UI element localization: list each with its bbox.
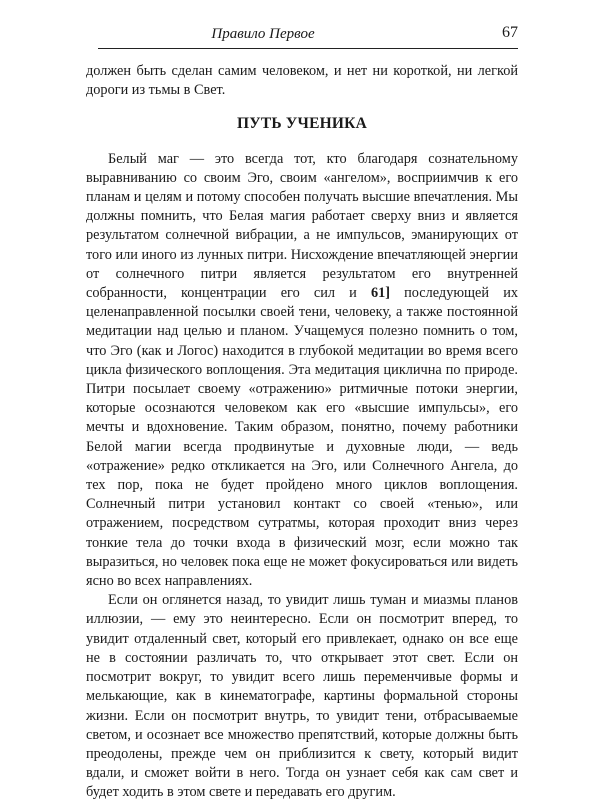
paragraph-2: Если он оглянется назад, то увидит лишь туман и миазмы планов иллюзии, — ему это неинтересно. Если он посмотрит вперед, то увидит отдаленный свет, который его привлекает, однако он все еще не в состоянии различать то, что открывает этот свет. Если он посмотрит вокруг, то увидит всего лишь переменчивые формы и мелькающие, как в кинематографе, картины формальной стороны жизни. Если он посмотрит внутрь, то увидит тени, отбрасываемые светом, и осознает все множество препятствий, которые должны быть преодолены, прежде чем он приблизится к свету, который видит вдали, и сможет войти в него. Тогда он узнает себя как сам свет и будет ходить в этом свете и передавать его другим. — [86, 592, 518, 801]
section-heading: ПУТЬ УЧЕНИКА — [237, 115, 367, 133]
page-body — [86, 62, 518, 803]
intro-paragraph: должен быть сделан самим человеком, и нет ни короткой, ни легкой дороги из тьмы в Свет. — [86, 63, 518, 99]
page-number: 67 — [502, 24, 518, 41]
paragraph-1 — [86, 150, 518, 592]
running-title: Правило Первое — [211, 26, 315, 42]
paragraph-1-text-start: Белый маг — это всегда тот, кто благодаря сознательному выравниванию со своим Эго, своим «ангелом», восприимчив к его планам и целям и потому способен получать высшие впечатления. Мы должны помнить, что Белая магия работает сверху вниз и является результатом солнечной вибрации, а не импульсов, эманирующих от того или иного из лунных питри. Нисхождение впечатляющей энергии от солнечного питри является результатом его внутренней собранности, концентрации его сил и — [86, 150, 518, 302]
paragraph-1-text-end: последующей их целенаправленной посылки своей тени, человеку, а также постоянной медитации над целью и планом. Учащемуся полезно помнить о том, что Эго (как и Логос) находится в глубокой медитации во время всего цикла физического воплощения. Эта медитация циклична по природе. Питри посылает своему «отражению» ритмичные потоки энергии, которые осознаются человеком как его «высшие импульсы», его мечты и вдохновение. Таким образом, понятно, почему работники Белой магии всегда продвинутые и духовные люди, — ведь «отражение» редко откликается на Эго, или Солнечного Ангела, до тех пор, пока не будет пройдено много циклов воплощения. Солнечный питри установил контакт со своей «тенью», или отражением, посредством сутратмы, которая проходит вниз через тонкие тела до точки входа в физический мозг, если можно так выразиться, но человек пока еще не может фокусироваться или видеть ясно во всех направлениях. — [86, 285, 518, 590]
page-reference-marker: 61] — [370, 285, 390, 302]
running-header — [98, 24, 518, 46]
header-rule — [98, 48, 518, 49]
